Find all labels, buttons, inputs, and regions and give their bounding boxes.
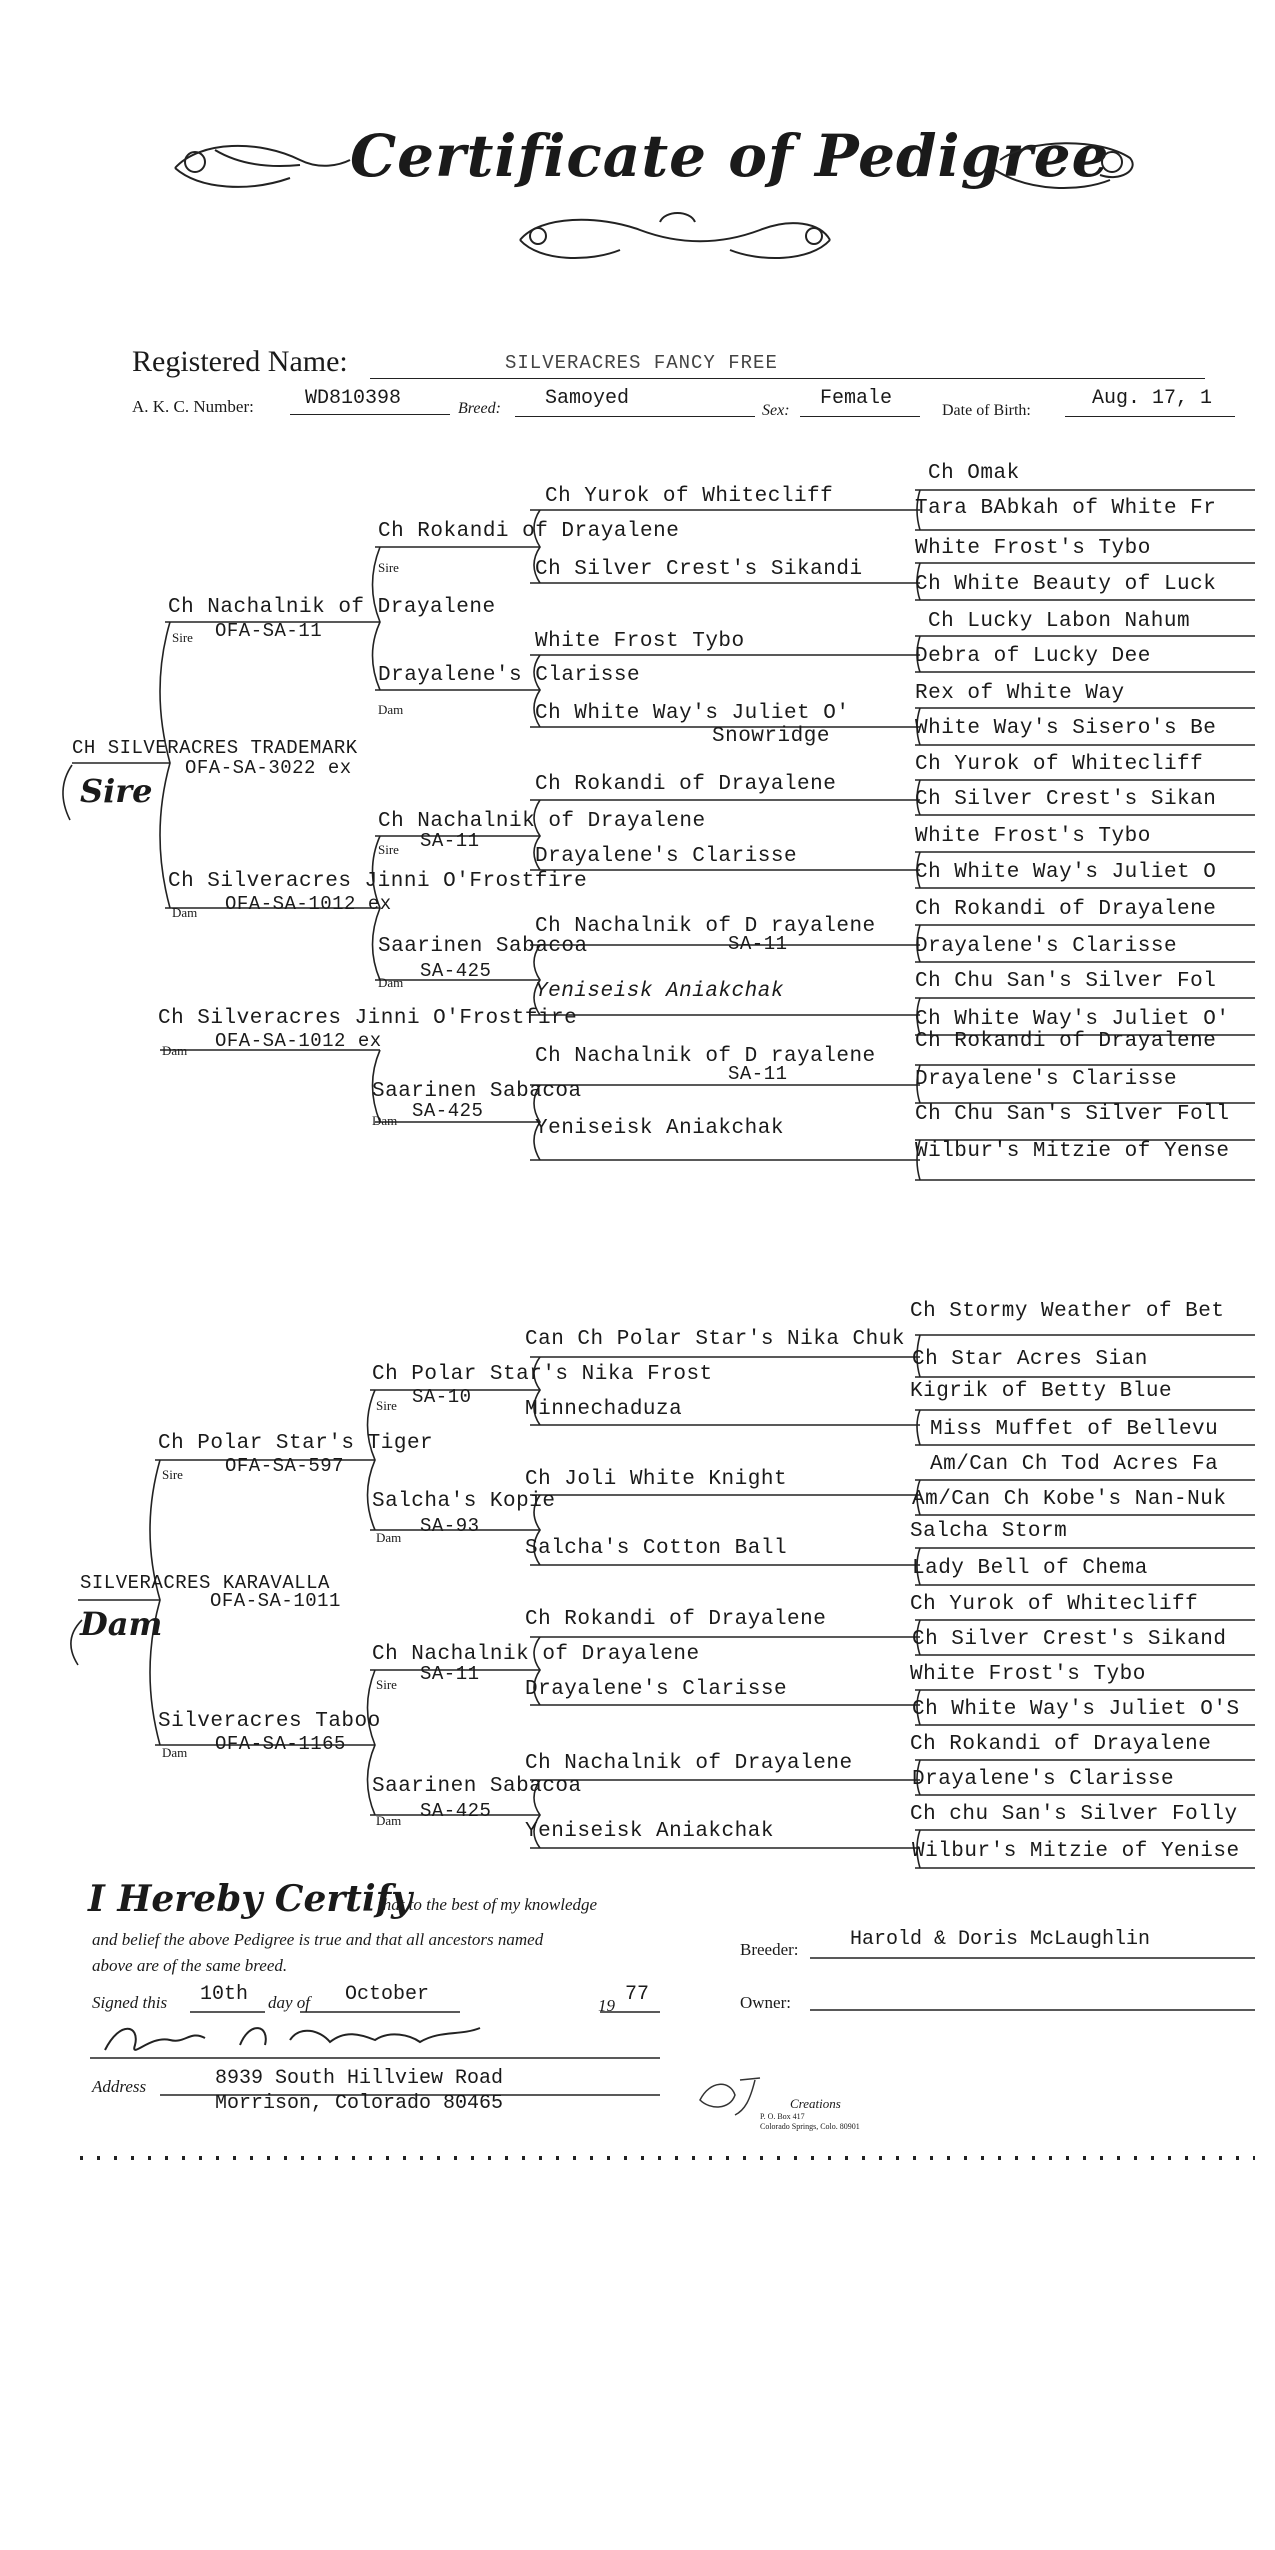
sire-sire: Ch Nachalnik of Drayalene [168,596,496,619]
dam-g4-9: Ch Yurok of Whitecliff [910,1593,1199,1616]
akc-number-value: WD810398 [305,387,402,410]
sire-g4-1: Ch Omak [928,462,1020,485]
dam-g4-6: Am/Can Ch Kobe's Nan-Nuk [912,1488,1227,1511]
small-sire-label: Sire [376,1398,397,1413]
sire-g4-10: Ch Silver Crest's Sikan [915,788,1217,811]
sire-dd-note: SA-425 [420,960,492,982]
dam-dd: Saarinen Sabacoa [372,1775,582,1798]
dam-section-dog: SILVERACRES KARAVALLA [80,1572,330,1594]
extra-dog-ofa: OFA-SA-1012 ex [215,1030,382,1052]
sire-dd: Saarinen Sabacoa [378,935,588,958]
sire-ss: Ch Rokandi of Drayalene [378,520,680,543]
sire-dsd: Drayalene's Clarisse [535,845,798,868]
dam-g4-8: Lady Bell of Chema [912,1557,1148,1580]
signed-year: 77 [625,1983,650,2006]
breed-value: Samoyed [545,387,630,410]
sire-g4-15: Ch Chu San's Silver Fol [915,970,1217,993]
sire-side-label: Sire [80,772,153,810]
small-dam-label: Dam [378,975,404,990]
dam-g4-11: White Frost's Tybo [910,1663,1146,1686]
extra-s-note: SA-11 [728,1063,788,1085]
dam-ss-note: SA-10 [412,1386,472,1408]
dam-dam-ofa: OFA-SA-1165 [215,1733,346,1755]
registered-name-label: Registered Name: [132,345,348,378]
signed-label: Signed this [92,1993,168,2012]
printer-name: Creations [790,2096,841,2111]
dam-sss: Can Ch Polar Star's Nika Chuk [525,1328,905,1351]
extra-dd: Yeniseisk Aniakchak [535,1117,784,1140]
sire-g4-6: Debra of Lucky Dee [915,645,1151,668]
owner-label: Owner: [740,1993,791,2012]
sire-section-dog: CH SILVERACRES TRADEMARK [72,737,358,759]
small-sire-label: Sire [376,1677,397,1692]
extra-dog: Ch Silveracres Jinni O'Frostfire [158,1007,578,1030]
dam-g4-5: Am/Can Ch Tod Acres Fa [930,1453,1219,1476]
certificate-title: Certificate of Pedigree [350,122,1110,190]
address-line-1: 8939 South Hillview Road [215,2067,504,2090]
sire-ds-note: SA-11 [420,830,480,852]
extra-g4-3: Ch Chu San's Silver Foll [915,1103,1230,1126]
breeder-label: Breeder: [740,1940,799,1959]
extra-g4-4: Wilbur's Mitzie of Yense [915,1140,1230,1163]
sire-dds-note: SA-11 [728,933,788,955]
dam-sire-ofa: OFA-SA-597 [225,1455,345,1477]
dam-g4-16: Wilbur's Mitzie of Yenise [912,1840,1240,1863]
sire-g4-3: White Frost's Tybo [915,537,1151,560]
printer-line-1: P. O. Box 417 [760,2112,805,2121]
sire-dds: Ch Nachalnik of D rayalene [535,915,876,938]
dam-sd: Salcha's Kopie [372,1490,556,1513]
small-dam-label: Dam [372,1113,398,1128]
dam-ddd: Yeniseisk Aniakchak [525,1820,774,1843]
sex-value: Female [820,387,893,410]
dam-g4-14: Drayalene's Clarisse [912,1768,1175,1791]
day-of-label: day of [268,1993,311,2012]
extra-s: Ch Nachalnik of D rayalene [535,1045,876,1068]
dam-ds: Ch Nachalnik of Drayalene [372,1643,700,1666]
dam-g4-3: Kigrik of Betty Blue [910,1380,1173,1403]
sire-g4-4: Ch White Beauty of Luck [915,573,1217,596]
signed-month: October [345,1983,430,2006]
dob-label: Date of Birth: [942,402,1031,419]
registered-name-value: SILVERACRES FANCY FREE [505,352,778,374]
sire-g4-11: White Frost's Tybo [915,825,1151,848]
certify-text-3: above are of the same breed. [92,1956,288,1975]
sire-dam: Ch Silveracres Jinni O'Frostfire [168,870,588,893]
sire-g4-14: Drayalene's Clarisse [915,935,1178,958]
sire-section-dog-ofa: OFA-SA-3022 ex [185,757,352,779]
dam-ds-note: SA-11 [420,1663,480,1685]
sire-g4-9: Ch Yurok of Whitecliff [915,753,1204,776]
small-sire-label: Sire [378,842,399,857]
sire-g4-8: White Way's Sisero's Be [915,717,1217,740]
sire-sd: Drayalene's Clarisse [378,664,641,687]
breeder-value: Harold & Doris McLaughlin [850,1928,1151,1951]
dam-dds: Ch Nachalnik of Drayalene [525,1752,853,1775]
dam-g4-1: Ch Stormy Weather of Bet [910,1300,1225,1323]
sire-ssd: Ch Silver Crest's Sikandi [535,558,863,581]
sire-dss: Ch Rokandi of Drayalene [535,773,837,796]
sire-g4-12: Ch White Way's Juliet O [915,861,1217,884]
extra-g4-2: Drayalene's Clarisse [915,1068,1178,1091]
certify-heading: I Hereby Certify [88,1878,413,1920]
dam-dss: Ch Rokandi of Drayalene [525,1608,827,1631]
sire-sire-ofa: OFA-SA-11 [215,620,323,642]
sire-sss: Ch Yurok of Whitecliff [545,485,834,508]
small-dam-label: Dam [162,1745,188,1760]
dam-dam: Silveracres Taboo [158,1710,381,1733]
extra-g4-1: Ch Rokandi of Drayalene [915,1030,1217,1053]
sire-g4-2: Tara BAbkah of White Fr [915,497,1217,520]
small-dam-label: Dam [378,702,404,717]
dam-ssd: Minnechaduza [525,1398,683,1421]
dam-section-dog-ofa: OFA-SA-1011 [210,1590,341,1612]
address-line-2: Morrison, Colorado 80465 [215,2092,504,2115]
sire-dam-ofa: OFA-SA-1012 ex [225,893,392,915]
dam-sdd: Salcha's Cotton Ball [525,1537,788,1560]
printer-logo [700,2078,760,2115]
small-dam-label: Dam [162,1043,188,1058]
signed-day: 10th [200,1983,249,2006]
sire-g4-7: Rex of White Way [915,682,1125,705]
small-sire-label: Sire [378,560,399,575]
sire-sds: White Frost Tybo [535,630,745,653]
extra-d-note: SA-425 [412,1100,484,1122]
sire-sdd: Ch White Way's Juliet O' [535,702,850,725]
dob-value: Aug. 17, 1 [1092,387,1213,410]
small-dam-label: Dam [376,1813,402,1828]
dam-g4-12: Ch White Way's Juliet O'S [912,1698,1240,1721]
small-sire-label: Sire [162,1467,183,1482]
dam-g4-13: Ch Rokandi of Drayalene [910,1733,1212,1756]
small-sire-label: Sire [172,630,193,645]
dam-g4-7: Salcha Storm [910,1520,1068,1543]
sire-g4-5: Ch Lucky Labon Nahum [928,610,1191,633]
breed-label: Breed: [458,400,501,417]
sire-g4-16: Ch White Way's Juliet O' [915,1008,1230,1031]
dam-g4-4: Miss Muffet of Bellevu [930,1418,1219,1441]
dam-dd-note: SA-425 [420,1800,492,1822]
dam-sd-note: SA-93 [420,1515,480,1537]
printer-line-2: Colorado Springs, Colo. 80901 [760,2122,860,2131]
extra-d: Saarinen Sabacoa [372,1080,582,1103]
dam-sire: Ch Polar Star's Tiger [158,1432,434,1455]
dam-g4-15: Ch chu San's Silver Folly [910,1803,1238,1826]
certify-text-2: and belief the above Pedigree is true and that all ancestors named [92,1930,544,1949]
sire-ddd: Yeniseisk Aniakchak [535,980,784,1003]
small-dam-label: Dam [376,1530,402,1545]
dam-g4-10: Ch Silver Crest's Sikand [912,1628,1227,1651]
sire-ds: Ch Nachalnik of Drayalene [378,810,706,833]
dam-sds: Ch Joli White Knight [525,1468,788,1491]
sire-sdd-line2: Snowridge [712,725,830,748]
dam-side-label: Dam [80,1605,163,1643]
dam-dsd: Drayalene's Clarisse [525,1678,788,1701]
sex-label: Sex: [762,402,790,419]
address-label: Address [92,2077,147,2096]
dam-g4-2: Ch Star Acres Sian [912,1348,1148,1371]
akc-number-label: A. K. C. Number: [132,397,254,416]
dam-ss: Ch Polar Star's Nika Frost [372,1363,713,1386]
certify-text-1: that to the best of my knowledge [378,1895,598,1914]
year-prefix: 19 [598,1996,615,2015]
sire-g4-13: Ch Rokandi of Drayalene [915,898,1217,921]
small-dam-label: Dam [172,905,198,920]
